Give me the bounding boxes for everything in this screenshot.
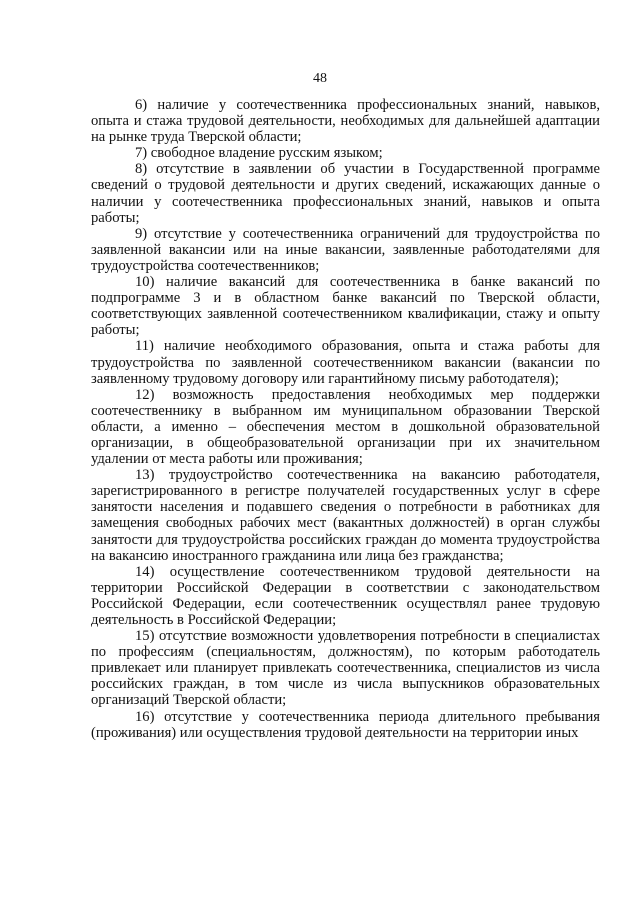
paragraph-16: 16) отсутствие у соотечественника периода длительного пребывания (проживания) или осуществления трудовой деятельности на территории иных — [91, 708, 600, 741]
paragraph-15: 15) отсутствие возможности удовлетворения потребности в специалистах по профессиям (специальностям, должностям), по которым работодатель привлекает или планирует привлекать соотечественника, специалистов из числа российских граждан, в том числе из числа выпускников образовательных организаций Тверской области; — [91, 628, 600, 709]
paragraph-9: 9) отсутствие у соотечественника ограничений для трудоустройства по заявленной вакансии или на иные вакансии, заявленные работодателями для трудоустройства соотечественников; — [91, 225, 600, 274]
paragraph-13: 13) трудоустройство соотечественника на вакансию работодателя, зарегистрированного в регистре получателей государственных услуг в сфере занятости населения и подавшего сведения о потребности в работниках для замещения свободных рабочих мест (вакантных должностей) в орган службы занятости для трудоустройства российских граждан до момента трудоустройства на вакансию иностранного гражданина или лица без гражданства; — [91, 467, 600, 564]
paragraph-7: 7) свободное владение русским языком; — [135, 145, 383, 162]
paragraph-10: 10) наличие вакансий для соотечественника в банке вакансий по подпрограмме 3 и в областном банке вакансий по Тверской области, соответствующих заявленной соотечественником квалификации, стажу и опыту работы; — [91, 274, 600, 339]
document-body — [91, 97, 600, 741]
paragraph-6: 6) наличие у соотечественника профессиональных знаний, навыков, опыта и стажа трудовой деятельности, необходимых для дальнейшей адаптации на рынке труда Тверской области; — [91, 97, 600, 146]
paragraph-11: 11) наличие необходимого образования, опыта и стажа работы для трудоустройства по заявленной соотечественником вакансии (вакансии по заявленному трудовому договору или гарантийному письму работодателя); — [91, 338, 600, 387]
paragraph-12: 12) возможность предоставления необходимых мер поддержки соотечественнику в выбранном им муниципальном образовании Тверской области, а именно – обеспечения местом в дошкольной образовательной организации, в общеобразовательной организации при их значительном удалении от места работы или проживания; — [91, 386, 600, 468]
page-number: 48 — [313, 71, 327, 86]
paragraph-8: 8) отсутствие в заявлении об участии в Государственной программе сведений о трудовой деятельности и других сведений, искажающих данные о наличии у соотечественника профессиональных знаний, навыков и опыта работы; — [91, 161, 600, 226]
paragraph-14: 14) осуществление соотечественником трудовой деятельности на территории Российской Федерации в соответствии с законодательством Российской Федерации, если соотечественник осуществлял ранее трудовую деятельность в Российской Федерации; — [91, 563, 600, 628]
